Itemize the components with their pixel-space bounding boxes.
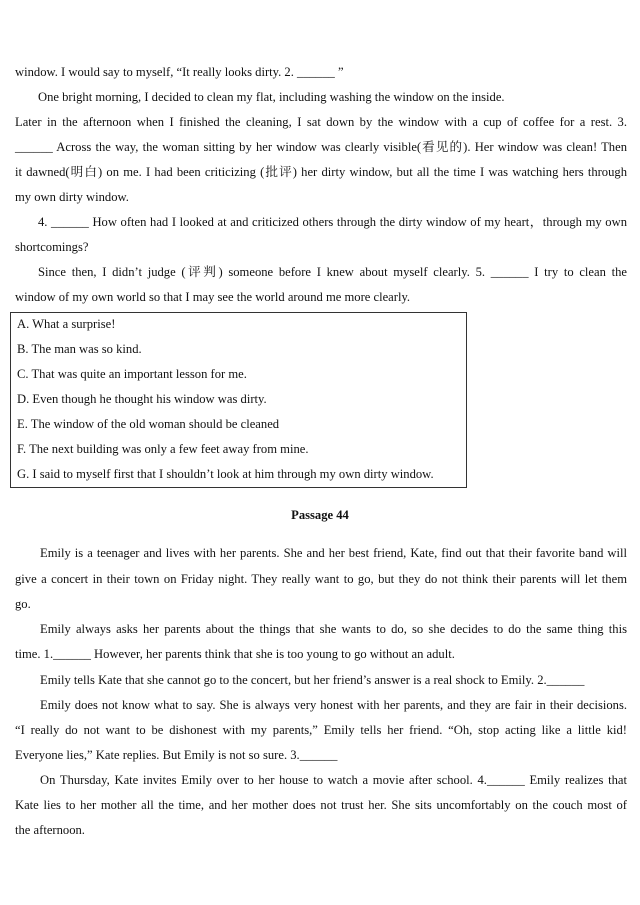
text-line: shortcomings? [15,240,89,254]
text-line: Emily does not know what to say. She is always very honest with her parents, and they are fair in their decisions. [40,698,627,712]
text-line: window of my own world so that I may see the world around me more clearly. [15,290,411,304]
text-line: Emily is a teenager and lives with her parents. She and her best friend, Kate, find out that their favorite band will [40,546,627,560]
text-line: go. [15,597,31,611]
text-line: the afternoon. [15,823,85,837]
text-line: Everyone lies,” Kate replies. But Emily is not so sure. 3.______ [15,748,338,762]
option-c: C. That was quite an important lesson for me. [17,367,247,381]
text-line: time. 1.______ However, her parents think that she is too young to go without an adult. [15,647,455,661]
option-a: A. What a surprise! [17,317,116,331]
option-f: F. The next building was only a few feet away from mine. [17,442,309,456]
text-line: give a concert in their town on Friday night. They really want to go, but they do not think their parents will let them [15,572,627,586]
text-line: Kate lies to her mother all the time, and her mother does not trust her. She sits uncomfortably on the couch most of [15,798,627,812]
option-d: D. Even though he thought his window was dirty. [17,392,267,406]
option-g: G. I said to myself first that I shouldn’t look at him through my own dirty window. [17,467,434,481]
text-line: One bright morning, I decided to clean my flat, including washing the window on the inside. [38,90,505,104]
options-box [10,312,467,488]
passage-heading: Passage 44 [291,508,349,522]
text-line: my own dirty window. [15,190,129,204]
option-e: E. The window of the old woman should be cleaned [17,417,280,431]
text-line: Emily always asks her parents about the things that she wants to do, so she decides to do the same thing this [40,622,627,636]
option-b: B. The man was so kind. [17,342,142,356]
text-line: On Thursday, Kate invites Emily over to her house to watch a movie after school. 4.______ Emily realizes that [40,773,627,787]
text-line: “I really do not want to be dishonest with my parents,” Emily tells her friend. “Oh, stop acting like a little kid! [15,723,627,737]
text-line: ______ Across the way, the woman sitting by her window was clearly visible(看见的). Her window was clean! Then [15,140,627,154]
text-line: it dawned(明白) on me. I had been criticizing (批评) her dirty window, but all the time I was watching hers through [15,165,627,179]
text-line: 4. ______ How often had I looked at and criticized others through the dirty window of my heart，through my own [38,215,627,229]
text-line: Emily tells Kate that she cannot go to the concert, but her friend’s answer is a real shock to Emily. 2.______ [40,673,585,687]
text-line: Since then, I didn’t judge (评判) someone before I knew about myself clearly. 5. ______ I try to clean the [38,265,627,279]
text-line: window. I would say to myself, “It really looks dirty. 2. ______ ” [15,65,344,79]
text-line: Later in the afternoon when I finished the cleaning, I sat down by the window with a cup of coffee for a rest. 3. [15,115,627,129]
